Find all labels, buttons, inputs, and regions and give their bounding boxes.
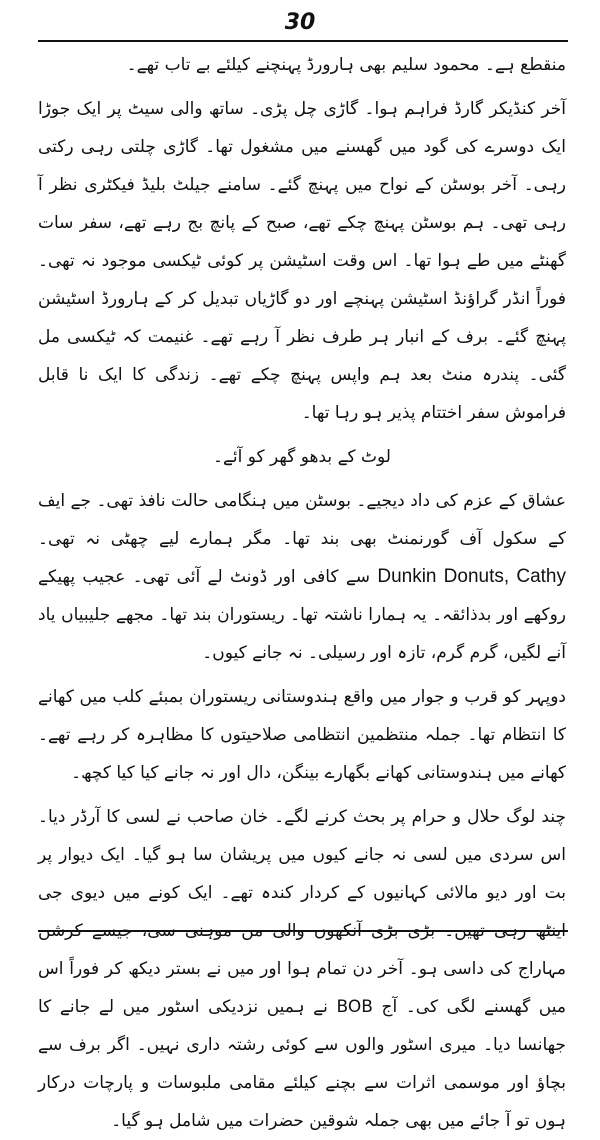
page-number: 30 — [284, 10, 316, 35]
paragraph-text: سے کافی اور ڈونٹ لے آئی تھی۔ عجیب پھیکے روکھے اور بدذائقہ۔ یہ ہمارا ناشتہ تھا۔ ریستوران بند تھا۔ مجھے جلیبیاں یاد آنے لگیں، گرم گرم، تازہ اور رسیلی۔ نہ جانے کیوں۔ — [38, 567, 566, 663]
top-rule — [38, 40, 568, 42]
proverb-line: لوٹ کے بدھو گھر کو آئے۔ — [212, 447, 391, 467]
paragraph — [38, 482, 566, 672]
paragraph: دوپہر کو قرب و جوار میں واقع ہندوستانی ریستوران بمبئے کلب میں کھانے کا انتظام تھا۔ جملہ منتظمین انتظامی صلاحیتوں کا مظاہرہ کر رہے تھے۔ کھانے میں ہندوستانی کھانے بگھارے بینگن، دال اور نہ جانے کیا کیا کچھ۔ — [38, 687, 566, 783]
latin-text: Dunkin Donuts, Cathy — [377, 566, 566, 587]
paragraph-text: عشاق کے عزم کی داد دیجیے۔ بوسٹن میں ہنگامی حالت نافذ تھی۔ جے ایف کے سکول آف گورنمنٹ بھی بند تھا۔ مگر ہمارے لیے چھٹی نہ تھی۔ — [38, 491, 566, 549]
bottom-rule — [38, 930, 568, 932]
page-body — [38, 46, 566, 1140]
paragraph: منقطع ہے۔ محمود سلیم بھی ہارورڈ پہنچنے کیلئے بے تاب تھے۔ — [126, 55, 566, 75]
paragraph: چند لوگ حلال و حرام پر بحث کرنے لگے۔ خان صاحب نے لسی کا آرڈر دیا۔ اس سردی میں لسی نہ جانے کیوں میں پریشان سا ہو گیا۔ ایک دیوار پر بت اور دیو مالائی کہانیوں کے کردار کندہ تھے۔ ایک کونے میں دیوی جی اینٹھ رہی تھیں۔ بڑی بڑی آنکھوں والی من موہنی سی، جیسے کرشن مہاراج کی داسی ہو۔ آخر دن تمام ہوا اور میں نے بستر دیکھ کر فوراً اس میں گھسنے لگی کی۔ آج BOB نے ہمیں نزدیکی اسٹور میں لے جانے کا جھانسا دیا۔ میری اسٹور والوں سے کوئی رشتہ داری نہیں۔ اگر برف سے بچاؤ اور موسمی اثرات سے بچنے کیلئے مقامی ملبوسات و پارچات درکار ہوں تو آ جائے میں بھی جملہ شوقین حضرات میں شامل ہو گیا۔ — [38, 807, 566, 1131]
paragraph: آخر کنڈیکر گارڈ فراہم ہوا۔ گاڑی چل پڑی۔ ساتھ والی سیٹ پر ایک جوڑا ایک دوسرے کی گود میں گھسنے میں مشغول تھا۔ گاڑی چلتی رہی رکتی رہی۔ آخر بوسٹن کے نواح میں پہنچ گئے۔ سامنے جیلٹ بلیڈ فیکٹری نظر آ رہی تھی۔ ہم بوسٹن پہنچ چکے تھے، صبح کے پانچ بج رہے تھے، سفر سات گھنٹے میں طے ہوا تھا۔ اس وقت اسٹیشن پر کوئی ٹیکسی موجود نہ تھی۔ فوراً انڈر گراؤنڈ اسٹیشن پہنچے اور دو گاڑیاں تبدیل کر کے ہارورڈ اسٹیشن پہنچ گئے۔ برف کے انبار ہر طرف نظر آ رہے تھے۔ غنیمت کہ ٹیکسی مل گئی۔ پندرہ منٹ بعد ہم واپس پہنچ چکے تھے۔ زندگی کا ایک نا قابل فراموش سفر اختتام پذیر ہو رہا تھا۔ — [38, 99, 566, 423]
